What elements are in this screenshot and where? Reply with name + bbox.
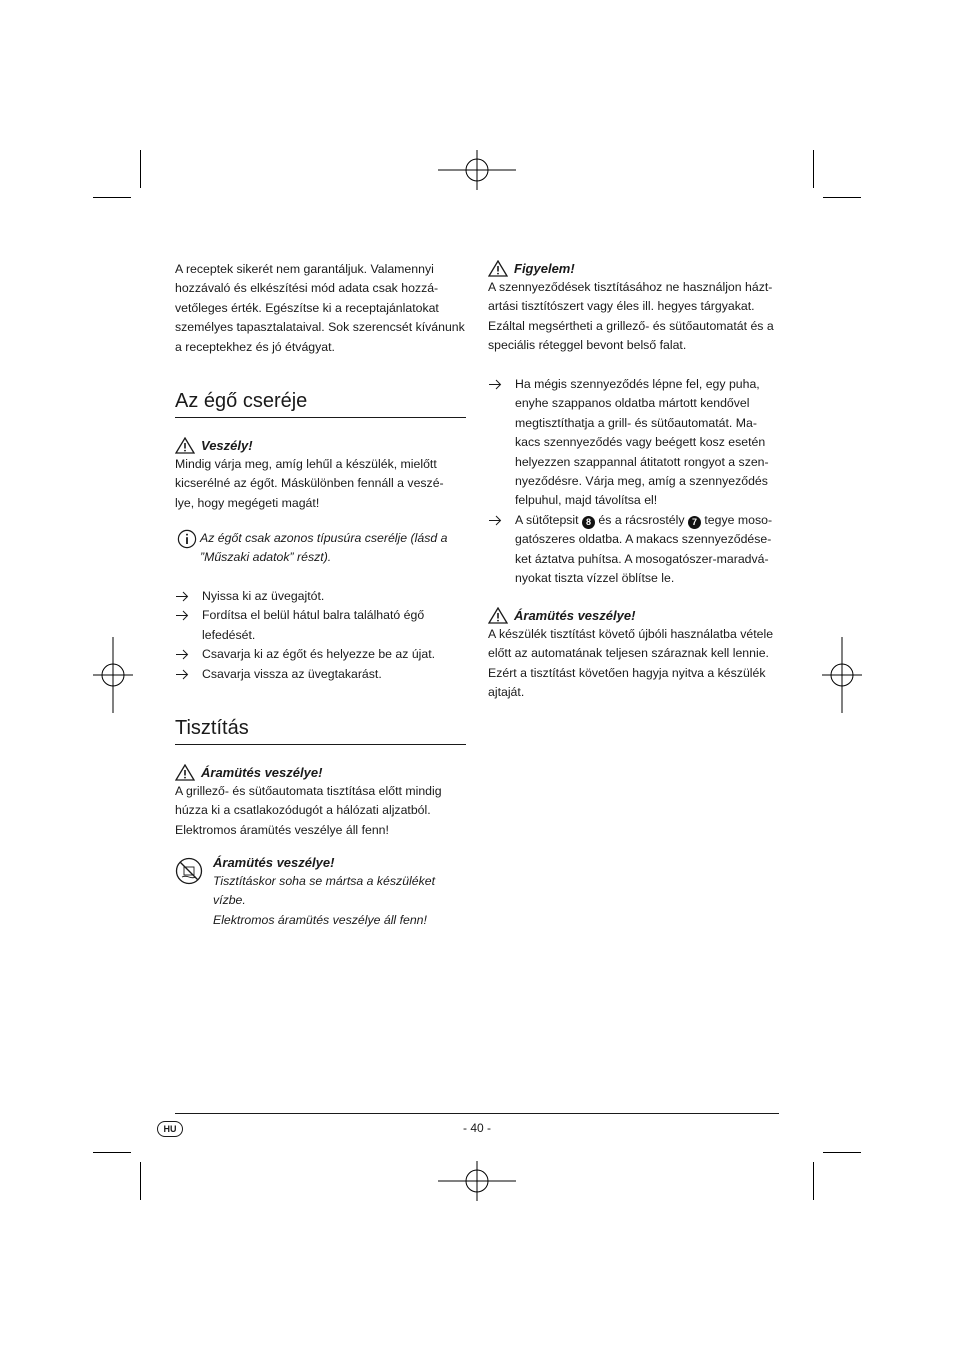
info-text: Az égőt csak azonos típusúra cserélje (lásd a ”Műszaki adatok” részt). [200, 531, 448, 565]
attention-title: Figyelem! [514, 261, 575, 276]
arrow-right-icon [175, 645, 191, 664]
section-bulb-replacement [175, 389, 466, 418]
no-immersion-notice [175, 853, 466, 930]
arrow-right-icon [175, 587, 191, 606]
footer-rule [175, 1113, 779, 1114]
registration-mark-bottom [438, 1161, 516, 1201]
list-item: Csavarja vissza az üvegtakarást. [175, 665, 466, 684]
bulb-steps [175, 587, 466, 684]
water-text: Tisztításkor soha se mártsa a készüléket vízbe. Elektromos áramütés veszélye áll fenn! [213, 874, 436, 927]
danger-title: Veszély! [201, 438, 253, 453]
list-item: Csavarja ki az égőt és helyezze be az újat. [175, 645, 466, 664]
attention-text: A szennyeződések tisztításához ne használjon házt- artási tisztítószert vagy éles ill. hegyes tárgyakat. Ezáltal megsértheti a grillező- és sütőautomatát és a speciális réteggel bevont belső falat. [488, 280, 774, 353]
warning-triangle-icon [488, 260, 508, 277]
shock-notice-right [488, 606, 780, 703]
section-title-cleaning: Tisztítás [175, 716, 466, 745]
info-icon [177, 529, 197, 549]
language-badge: HU [157, 1121, 183, 1137]
list-item: Ha mégis szennyeződés lépne fel, egy puha, enyhe szappanos oldatba mártott kendővel megtisztíthatja a grill- és sütőautomatát. Ma- kacs szennyeződés vagy beégett kosz esetén helyezzen szappannal átitatott rongyot a szen- nyeződésre. Várja meg, amíg a szennyeződés felpuhul, majd távolítsa el! [488, 375, 780, 511]
registration-mark-right [822, 637, 862, 713]
danger-text: Mindig várja meg, amíg lehűl a készülék, mielőtt kicserélné az égőt. Máskülönben fennáll a veszé- lye, hogy megégeti magát! [175, 457, 444, 510]
arrow-right-icon [488, 375, 504, 394]
water-title: Áramütés veszélye! [213, 855, 335, 870]
list-item: A sütőtepsit 8 és a rácsrostély 7 tegye moso- gatószeres oldatba. A makacs szennyeződése- ket áztatva puhítsa. A mosogatószer-maradvá- nyokat tiszta vízzel öblítse le. [488, 511, 780, 589]
section-title-bulb: Az égő cseréje [175, 389, 466, 418]
danger-notice [175, 436, 466, 513]
registration-mark-top [438, 150, 516, 190]
left-column [175, 260, 466, 357]
arrow-right-icon [175, 606, 191, 625]
shock-text-right: A készülék tisztítást követő újbóli használatba vétele előtt az automatának teljesen száraznak kell lennie. Ezért a tisztítást követően hagyja nyitva a készülék ajtaját. [488, 627, 774, 700]
shock-text: A grillező- és sütőautomata tisztítása előtt mindig húzza ki a csatlakozódugót a hálózati aljzatból. Elektromos áramütés veszélye áll fenn! [175, 784, 442, 837]
info-notice [175, 529, 466, 568]
part-number-badge: 8 [582, 516, 595, 529]
part-number-badge: 7 [688, 516, 701, 529]
intro-paragraph: A receptek sikerét nem garantáljuk. Valamennyi hozzávaló és elkészítési mód adata csak hozzá- vetőleges érték. Egészítse ki a receptajánlatokat személyes tapasztalataival. Sok szerencsét kívánunk a receptekhez és jó étvágyat. [175, 262, 465, 354]
shock-title: Áramütés veszélye! [201, 765, 323, 780]
warning-triangle-icon [488, 607, 508, 624]
shock-title-right: Áramütés veszélye! [514, 608, 636, 623]
arrow-right-icon [175, 665, 191, 684]
attention-notice [488, 259, 780, 356]
shock-notice-left [175, 763, 466, 840]
page-number: - 40 - [462, 1121, 491, 1135]
section-cleaning [175, 716, 466, 745]
warning-triangle-icon [175, 764, 195, 781]
arrow-right-icon [488, 511, 504, 530]
registration-mark-left [93, 637, 133, 713]
no-immersion-icon [175, 857, 203, 885]
warning-triangle-icon [175, 437, 195, 454]
list-item: Fordítsa el belül hátul balra található égő lefedését. [175, 606, 466, 645]
list-item: Nyissa ki az üvegajtót. [175, 587, 466, 606]
cleaning-steps [488, 375, 780, 588]
